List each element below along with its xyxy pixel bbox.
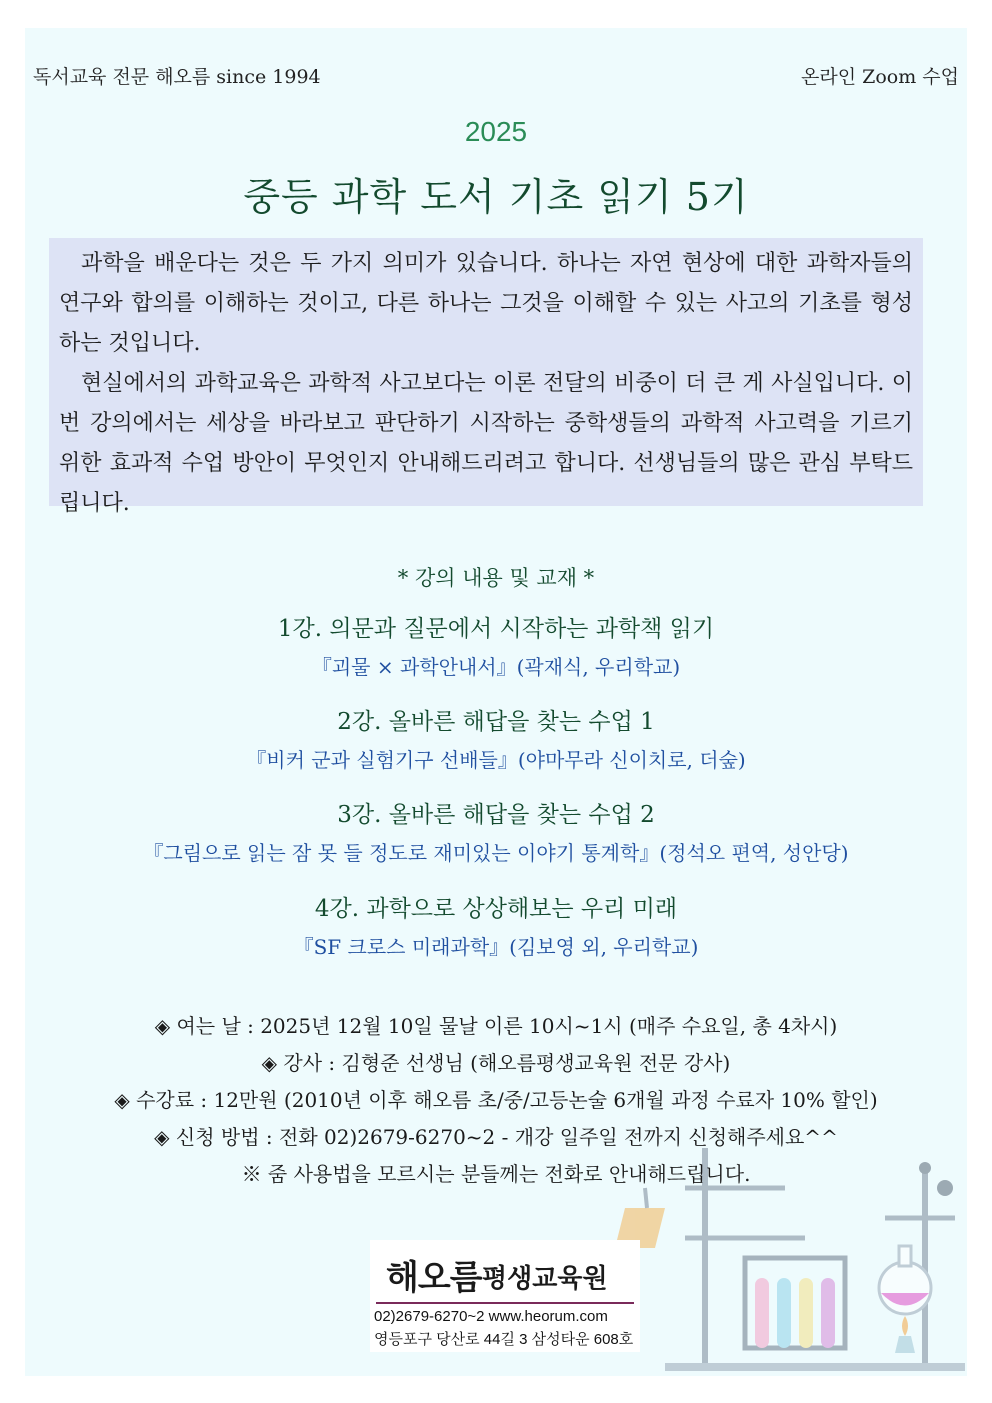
header-right-text: 온라인 Zoom 수업 bbox=[801, 66, 959, 88]
intro-box bbox=[49, 238, 923, 516]
info-fee: ◈ 수강료 : 12만원 (2010년 이후 해오름 초/중/고등논술 6개월 과정 수료자 10% 할인) bbox=[114, 1088, 878, 1112]
lecture-2 bbox=[25, 705, 967, 777]
info-teacher: ◈ 강사 : 김형준 선생님 (해오름평생교육원 전문 강사) bbox=[261, 1051, 731, 1075]
page-title: 중등 과학 도서 기초 읽기 5기 bbox=[243, 175, 749, 219]
lecture-title: 4강. 과학으로 상상해보는 우리 미래 bbox=[314, 896, 678, 922]
lecture-3 bbox=[25, 798, 967, 870]
section-heading: * 강의 내용 및 교재 * bbox=[397, 566, 595, 590]
lecture-title: 3강. 올바른 해답을 찾는 수업 2 bbox=[337, 802, 655, 828]
year: 2025 bbox=[464, 116, 528, 147]
course-info bbox=[25, 1008, 967, 1193]
logo-address: 영등포구 당산로 44길 3 삼성타운 608호 bbox=[374, 1331, 634, 1348]
lecture-1 bbox=[25, 612, 967, 684]
flyer-page bbox=[25, 28, 967, 1376]
lecture-book: 『SF 크로스 미래과학』(김보영 외, 우리학교) bbox=[293, 935, 699, 959]
intro-paragraph-2: 현실에서의 과학교육은 과학적 사고보다는 이론 전달의 비중이 더 큰 게 사실입니다. 이번 강의에서는 세상을 바라보고 판단하기 시작하는 중학생들의 과학적 사고력을 기르기 위한 효과적 수업 방안이 무엇인지 안내해드리려고 합니다. 선생님들의 많은 관심 부탁드립니다. bbox=[59, 371, 913, 516]
header-left-text: 독서교육 전문 해오름 since 1994 bbox=[33, 66, 321, 88]
lecture-book: 『그림으로 읽는 잠 못 들 정도로 재미있는 이야기 통계학』(정석오 편역, 성안당) bbox=[143, 841, 849, 865]
lecture-title: 1강. 의문과 질문에서 시작하는 과학책 읽기 bbox=[277, 616, 715, 642]
lecture-title: 2강. 올바른 해답을 찾는 수업 1 bbox=[337, 709, 655, 735]
heorum-logo bbox=[370, 1240, 640, 1352]
logo-divider bbox=[376, 1302, 634, 1304]
logo-brand: 해오름 bbox=[386, 1259, 482, 1297]
lecture-4 bbox=[25, 892, 967, 964]
info-date: ◈ 여는 날 : 2025년 12월 10일 물날 이른 10시~1시 (매주 수요일, 총 4차시) bbox=[154, 1014, 838, 1038]
intro-paragraph-1: 과학을 배운다는 것은 두 가지 의미가 있습니다. 하나는 자연 현상에 대한 과학자들의 연구와 합의를 이해하는 것이고, 다른 하나는 그것을 이해할 수 있는 사고의 기초를 형성하는 것입니다. bbox=[59, 251, 913, 356]
logo-contact: 02)2679-6270~2 www.heorum.com bbox=[374, 1308, 608, 1325]
logo-sub: 평생교육원 bbox=[482, 1263, 608, 1293]
lecture-book: 『비커 군과 실험기구 선배들』(야마무라 신이치로, 더숲) bbox=[246, 748, 746, 772]
lecture-book: 『괴물 × 과학안내서』(곽재식, 우리학교) bbox=[311, 655, 681, 679]
info-apply: ◈ 신청 방법 : 전화 02)2679-6270~2 - 개강 일주일 전까지 신청해주세요^^ bbox=[154, 1125, 838, 1149]
info-note: ※ 줌 사용법을 모르시는 분들께는 전화로 안내해드립니다. bbox=[241, 1162, 751, 1186]
